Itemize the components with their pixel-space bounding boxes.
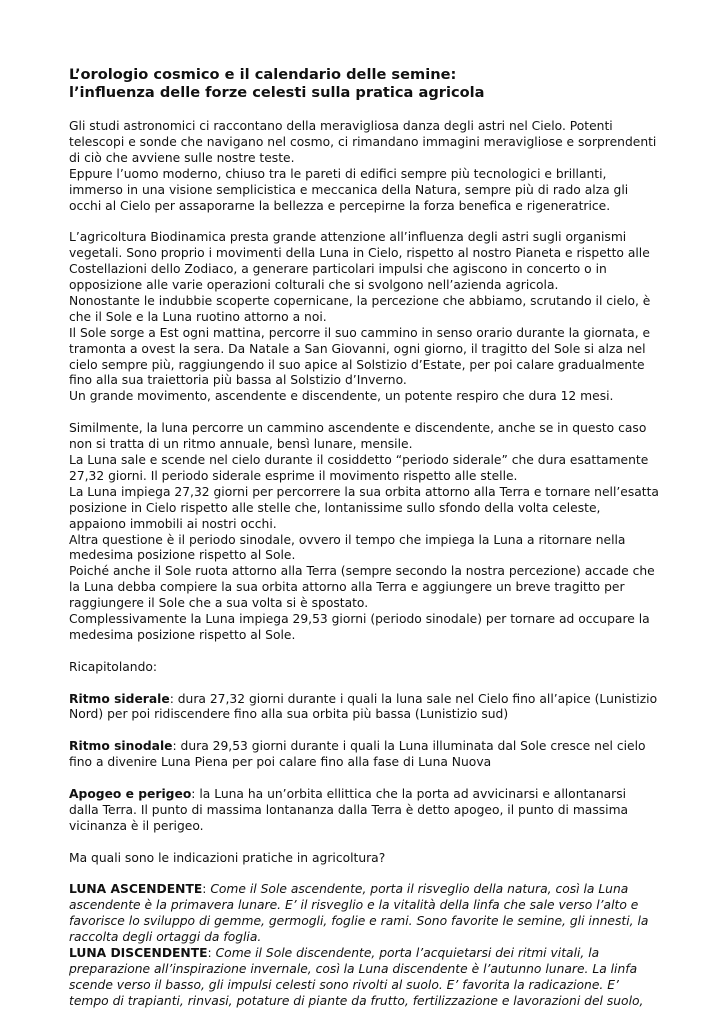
descending-colon: : [207, 946, 216, 960]
descending-label: LUNA DISCENDENTE [69, 946, 208, 960]
apogee-label: Apogeo e perigeo [69, 786, 192, 801]
paragraph-yearly-breath: Un grande movimento, ascendente e discendente, un potente respiro che dura 12 mesi. [69, 389, 614, 404]
document-page [69, 66, 659, 1010]
definition-synodic [69, 739, 659, 771]
paragraph-sun-path: Il Sole sorge a Est ogni mattina, percorre il suo cammino in senso orario durante la giornata, e tramonta a ovest la sera. Da Natale a San Giovanni, ogni giorno, il tragitto del Sole si alza nel cielo sempre più, raggiungendo il suo apice al Solstizio d’Estate, per poi calare gradualmente fino alla sua traiettoria più bassa al Solstizio d’Inverno. [69, 325, 651, 388]
sidereal-text: : dura 27,32 giorni durante i quali la luna sale nel Cielo fino all’apice (Lunistizio Nord) per poi ridiscendere fino alla sua orbita più bassa (Lunistizio sud) [69, 691, 658, 722]
paragraph-sun-rotation: Poiché anche il Sole ruota attorno alla Terra (sempre secondo la nostra percezione) accade che la Luna debba compiere la sua orbita attorno alla Terra e aggiungere un breve tragitto per raggiungere il Sole che a sua volta si è spostato. [69, 564, 655, 611]
title-line-2: l’influenza delle forze celesti sulla pratica agricola [69, 84, 485, 101]
definition-apogee [69, 787, 659, 835]
document-title [69, 66, 659, 102]
paragraph-sidereal-orbit: La Luna impiega 27,32 giorni per percorrere la sua orbita attorno alla Terra e tornare nell’esatta posizione in Cielo rispetto alle stelle che, lontanissime sullo sfondo della volta celeste, appaiono immobili ai nostri occhi. [69, 484, 659, 531]
paragraph-synodic-total: Complessivamente la Luna impiega 29,53 giorni (periodo sinodale) per tornare ad occupare la medesima posizione rispetto al Sole. [69, 612, 650, 642]
synodic-label: Ritmo sinodale [69, 739, 173, 754]
paragraph-copernican: Nonostante le indubbie scoperte copernicane, la percezione che abbiamo, scrutando il cielo, è che il Sole e la Luna ruotino attorno a noi. [69, 293, 651, 324]
definition-sidereal [69, 692, 659, 724]
ascending-colon: : [202, 882, 211, 897]
paragraph-sidereal-period: La Luna sale e scende nel cielo durante il cosiddetto “periodo siderale” che dura esattamente 27,32 giorni. Il periodo siderale esprime il movimento rispetto alle stelle. [69, 453, 649, 483]
paragraph-modern-man: Eppure l’uomo moderno, chiuso tra le pareti di edifici sempre più tecnologici e brillanti, immerso in una visione semplicistica e meccanica della Natura, sempre più di rado alza gli occhi al Cielo per assaporarne la bellezza e percepirne la forza benefica e rigeneratrice. [69, 166, 629, 213]
paragraph-intro: Gli studi astronomici ci raccontano della meravigliosa danza degli astri nel Cielo. Potenti telescopi e sonde che navigano nel cosmo, ci rimandano immagini meravigliose e sorprendenti di ciò che avviene sulle nostre teste. [69, 119, 657, 165]
paragraph-moon-path: Similmente, la luna percorre un cammino ascendente e discendente, anche se in questo caso non si tratta di un ritmo annuale, bensì lunare, mensile. [69, 421, 647, 452]
apogee-text: : la Luna ha un’orbita ellittica che la porta ad avvicinarsi e allontanarsi dalla Terra. Il punto di massima lontananza dalla Terra è detto apogeo, il punto di massima vicinanza è il perigeo. [69, 786, 629, 833]
paragraph-question: Ma quali sono le indicazioni pratiche in agricoltura? [69, 850, 386, 865]
definition-ascending-moon [69, 882, 659, 946]
descending-text: Come il Sole discendente, porta l’acquietarsi dei ritmi vitali, la preparazione all’inspirazione invernale, così la Luna discendente è l’autunno lunare. La linfa scende verso il basso, gli impulsi celesti sono rivolti al suolo. E’ favorita la radicazione. E’ tempo di trapianti, rinvasi, potature di piante da frutto, fertilizzazione e lavorazioni del suolo, [69, 946, 644, 1008]
title-line-1: L’orologio cosmico e il calendario delle semine: [69, 66, 457, 83]
paragraph-synodic-period: Altra questione è il periodo sinodale, ovvero il tempo che impiega la Luna a ritornare nella medesima posizione rispetto al Sole. [69, 532, 626, 563]
ascending-label: LUNA ASCENDENTE [69, 882, 203, 897]
synodic-text: : dura 29,53 giorni durante i quali la Luna illuminata dal Sole cresce nel cielo fino a divenire Luna Piena per poi calare fino alla fase di Luna Nuova [69, 739, 646, 770]
ascending-text: Come il Sole ascendente, porta il risveglio della natura, così la Luna ascendente è la primavera lunare. E’ il risveglio e la vitalità della linfa che sale verso l’alto e favorisce lo sviluppo di gemme, germogli, foglie e rami. Sono favorite le semine, gli innesti, la raccolta degli ortaggi da foglia. [69, 882, 649, 945]
definition-descending-moon [69, 946, 659, 1010]
paragraph-recap: Ricapitolando: [69, 659, 158, 674]
sidereal-label: Ritmo siderale [69, 691, 170, 706]
paragraph-biodynamic: L’agricoltura Biodinamica presta grande attenzione all’influenza degli astri sugli organismi vegetali. Sono proprio i movimenti della Luna in Cielo, rispetto al nostro Pianeta e rispetto alle Costellazioni dello Zodiaco, a generare particolari impulsi che agiscono in concerto o in opposizione alle varie operazioni colturali che si svolgono nell’azienda agricola. [69, 230, 650, 293]
